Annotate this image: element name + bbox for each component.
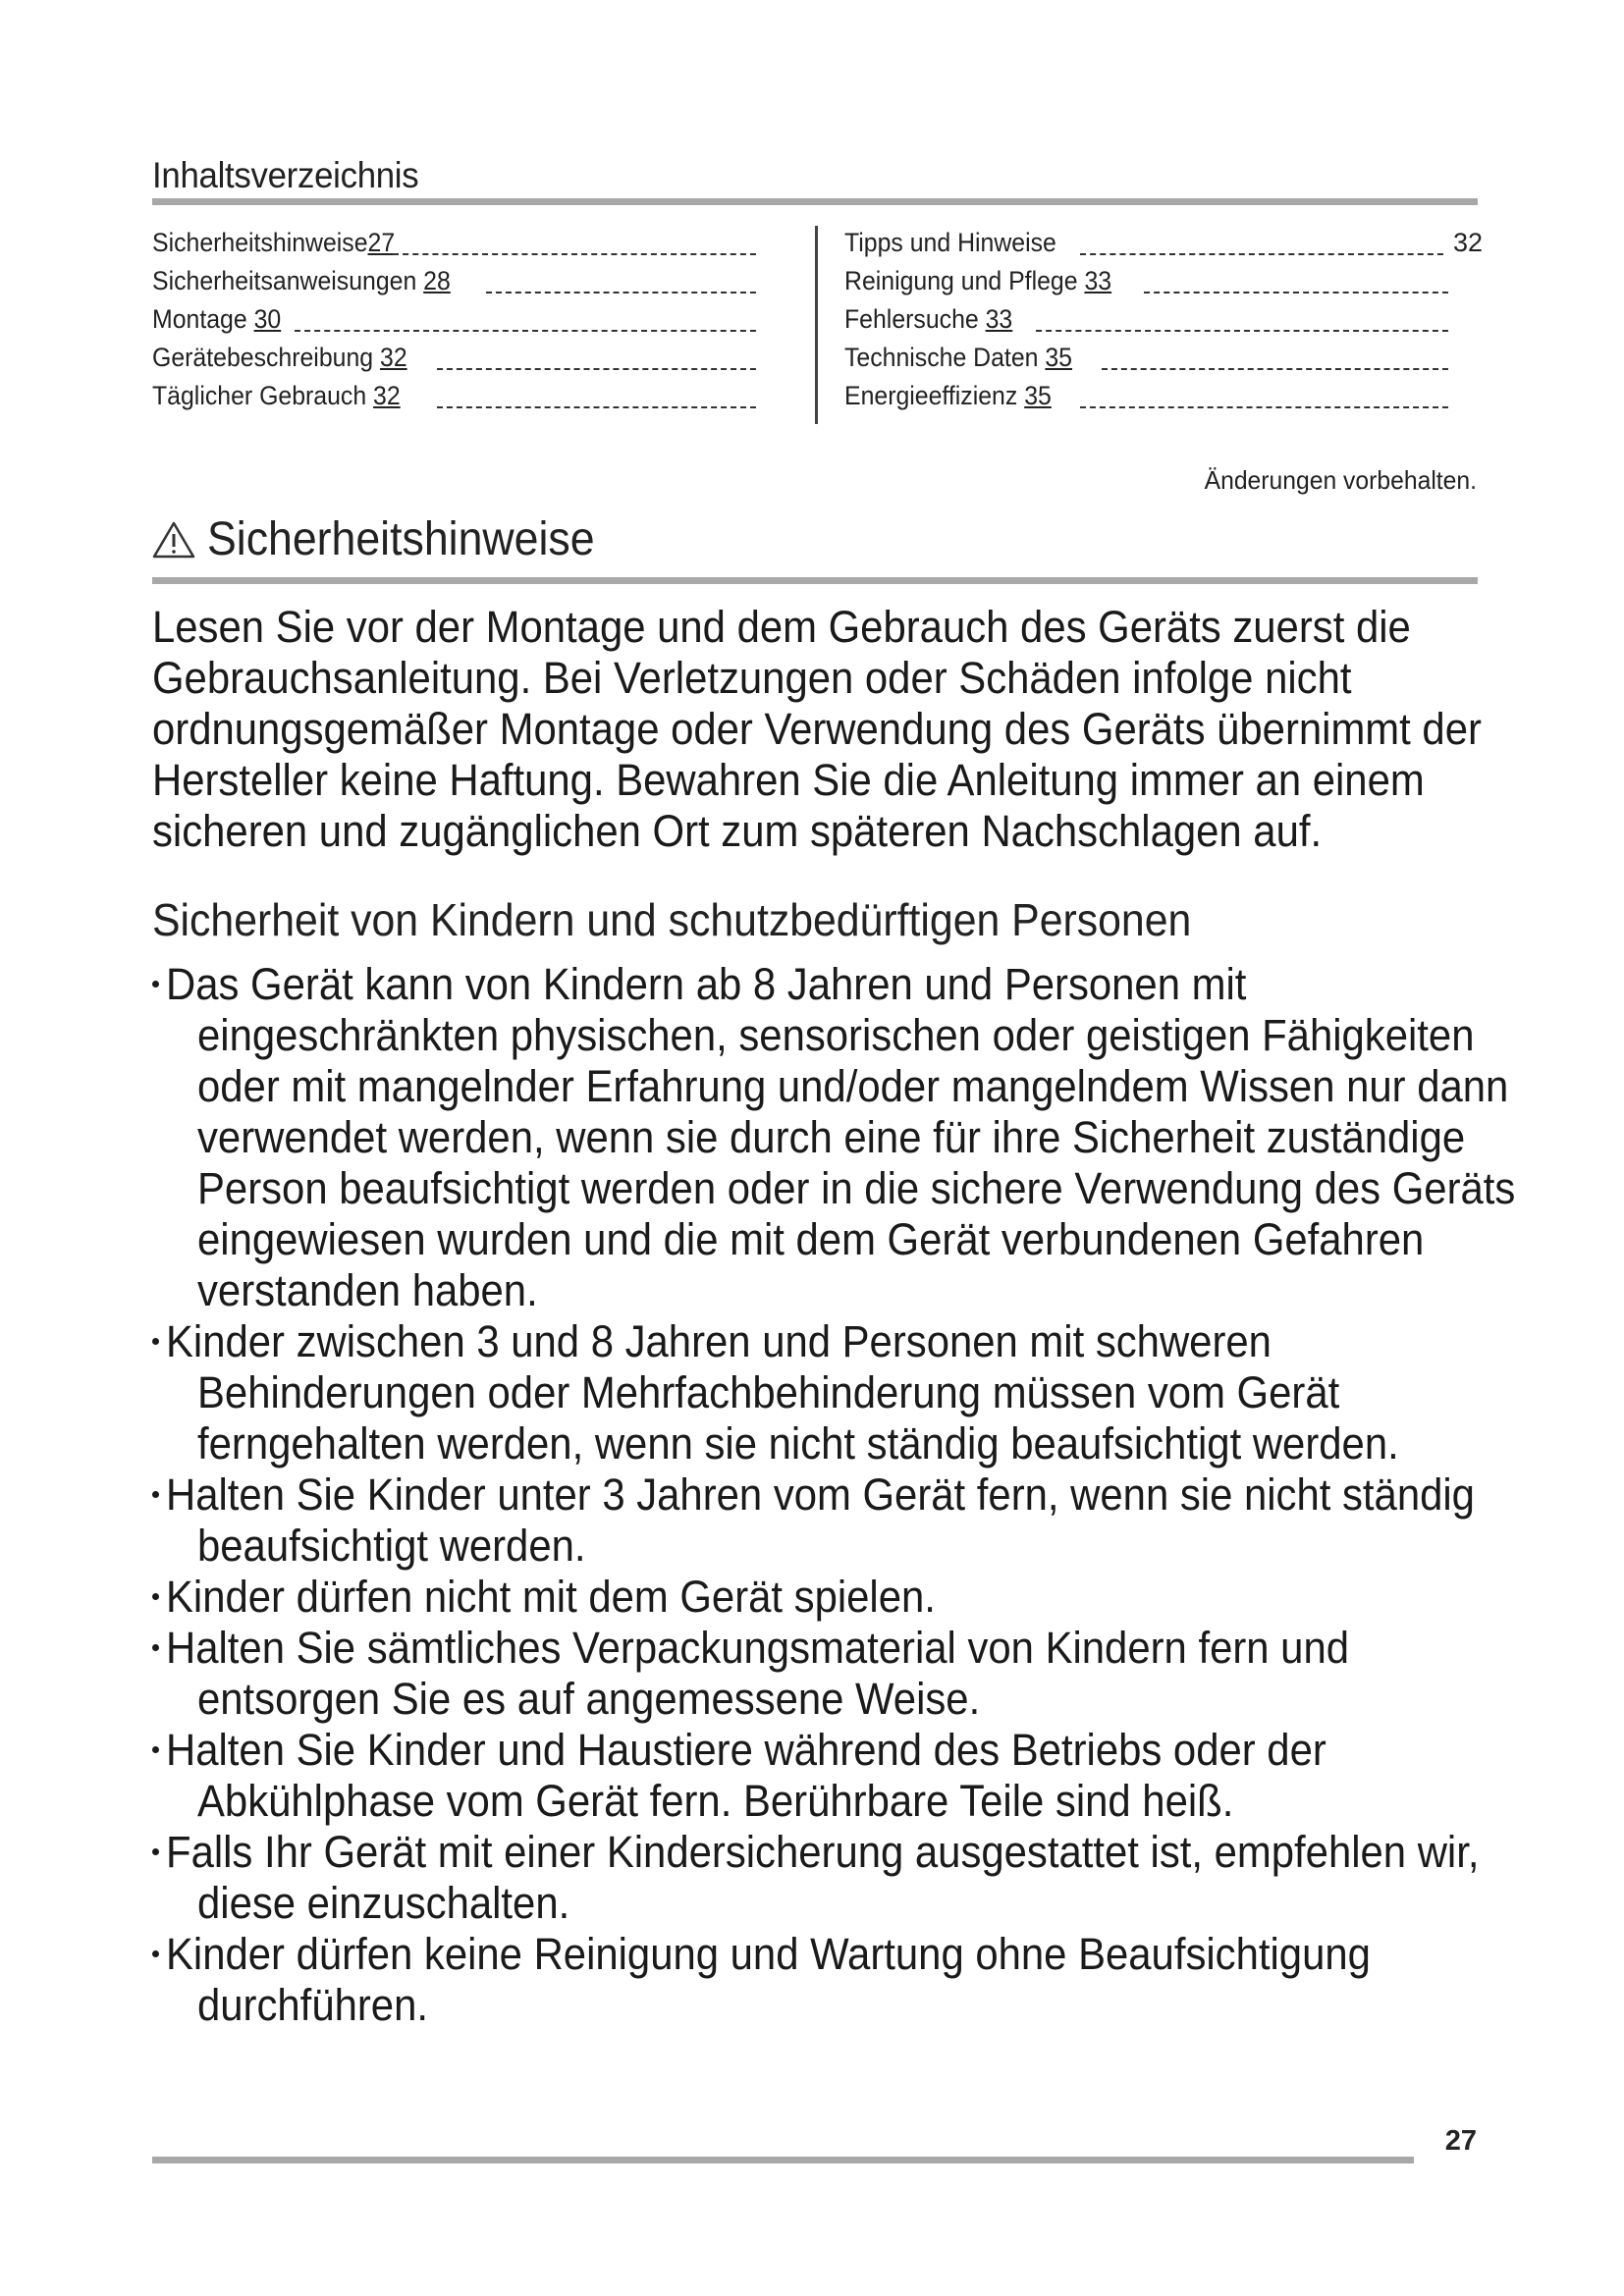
toc-leader	[437, 406, 756, 408]
bullet-line: eingeschränkten physischen, sensorischen oder geistigen Fähigkeiten	[197, 1010, 1475, 1060]
toc-entry-page: 35	[1045, 343, 1073, 372]
bullet-line: Kinder zwischen 3 und 8 Jahren und Personen mit schweren	[166, 1316, 1272, 1366]
toc-entry-page: 33	[985, 304, 1013, 334]
bullet-item	[152, 1572, 1507, 1623]
toc-entry[interactable]	[152, 304, 756, 343]
toc-leader	[295, 330, 756, 332]
toc-leader	[486, 292, 756, 294]
toc-entry[interactable]	[152, 228, 756, 266]
toc-entry[interactable]	[152, 343, 756, 381]
toc-entry[interactable]	[152, 381, 756, 419]
bullet-line: verstanden haben.	[197, 1265, 538, 1315]
bullet-line: Halten Sie Kinder unter 3 Jahren vom Gerät fern, wenn sie nicht ständig	[166, 1469, 1475, 1520]
bullet-item	[152, 1469, 1507, 1572]
intro-paragraph	[152, 602, 1488, 857]
toc-entry[interactable]	[844, 228, 1483, 266]
bullet-dot	[152, 1848, 159, 1855]
toc-entry-label: Reinigung und Pflege	[844, 266, 1085, 295]
bullet-item	[152, 959, 1516, 1316]
toc-entry-page: 32	[379, 343, 407, 372]
bullet-dot	[152, 981, 159, 988]
intro-line: Gebrauchsanleitung. Bei Verletzungen oder Schäden infolge nicht	[152, 653, 1352, 703]
toc-entry-label: Täglicher Gebrauch	[152, 381, 374, 410]
toc-entry[interactable]	[844, 343, 1483, 381]
toc-entry-page: 27	[367, 228, 396, 257]
bullet-line: Kinder dürfen nicht mit dem Gerät spielen.	[166, 1572, 936, 1622]
bullet-line: Person beaufsichtigt werden oder in die sichere Verwendung des Geräts	[197, 1163, 1516, 1213]
bullet-item	[152, 1316, 1507, 1469]
bullet-item	[152, 1929, 1507, 2031]
toc-leader	[1102, 368, 1448, 370]
toc-leader	[1144, 292, 1448, 294]
bullet-line: durchführen.	[197, 1980, 428, 2030]
toc-title: Inhaltsverzeichnis	[152, 155, 419, 195]
bullet-item	[152, 1623, 1507, 1725]
bullet-item	[152, 1827, 1507, 1929]
toc-leader	[393, 253, 756, 255]
bullet-dot	[152, 1746, 159, 1753]
bullet-line: entsorgen Sie es auf angemessene Weise.	[197, 1674, 981, 1724]
toc-right-column	[844, 228, 1483, 419]
toc-entry[interactable]	[844, 266, 1483, 304]
intro-line: sicheren und zugänglichen Ort zum späteren Nachschlagen auf.	[152, 806, 1323, 856]
bullet-line: Kinder dürfen keine Reinigung und Wartung ohne Beaufsichtigung	[166, 1929, 1371, 1979]
toc-entry[interactable]	[152, 266, 756, 304]
warning-icon	[152, 520, 195, 560]
toc-leader	[1036, 330, 1448, 332]
toc-rule	[152, 198, 1478, 205]
toc-entry-page: 32	[1452, 228, 1483, 257]
toc-entry-label: Energieeffizienz	[844, 381, 1025, 410]
toc-leader	[1080, 253, 1443, 255]
footer-rule	[152, 2157, 1414, 2163]
bullet-line: eingewiesen wurden und die mit dem Gerät verbundenen Gefahren	[197, 1214, 1425, 1264]
bullet-dot	[152, 1593, 159, 1600]
bullet-line: ferngehalten werden, wenn sie nicht ständig beaufsichtigt werden.	[197, 1418, 1399, 1468]
toc-entry-page: 35	[1024, 381, 1052, 410]
section-heading-text: Sicherheitshinweise	[207, 513, 595, 565]
toc-entry-label: Sicherheitshinweise	[152, 228, 368, 257]
bullet-line: verwendet werden, wenn sie durch eine für ihre Sicherheit zuständige	[197, 1112, 1466, 1162]
bullet-line: Abkühlphase vom Gerät fern. Berührbare Teile sind heiß.	[197, 1776, 1234, 1826]
bullet-list	[152, 959, 1516, 2031]
bullet-line: oder mit mangelnder Erfahrung und/oder mangelndem Wissen nur dann	[197, 1061, 1509, 1111]
toc-entry[interactable]	[844, 381, 1483, 419]
toc-left-column	[152, 228, 756, 419]
toc-leader	[437, 368, 756, 370]
bullet-line: diese einzuschalten.	[197, 1878, 570, 1928]
toc-entry-label: Gerätebeschreibung	[152, 343, 380, 372]
section-rule	[152, 577, 1478, 584]
toc-entry-label: Technische Daten	[844, 343, 1046, 372]
bullet-line: Behinderungen oder Mehrfachbehinderung müssen vom Gerät	[197, 1367, 1340, 1417]
section-heading	[152, 512, 623, 566]
toc-entry-page: 33	[1084, 266, 1112, 295]
intro-line: ordnungsgemäßer Montage oder Verwendung des Geräts übernimmt der	[152, 704, 1482, 754]
intro-line: Lesen Sie vor der Montage und dem Gebrauch des Geräts zuerst die	[152, 602, 1411, 652]
toc-entry-label: Sicherheitsanweisungen	[152, 266, 424, 295]
bullet-line: Das Gerät kann von Kindern ab 8 Jahren und Personen mit	[166, 959, 1247, 1009]
bullet-item	[152, 1725, 1507, 1827]
toc-entry-label: Fehlersuche	[844, 304, 986, 334]
toc-entry-label: Tipps und Hinweise	[844, 228, 1056, 257]
toc-entry-page: 30	[253, 304, 282, 334]
bullet-line: Falls Ihr Gerät mit einer Kindersicherung ausgestattet ist, empfehlen wir,	[166, 1827, 1480, 1877]
toc-entry[interactable]	[844, 304, 1483, 343]
changes-note: Änderungen vorbehalten.	[1204, 465, 1477, 495]
toc-column-divider	[815, 226, 818, 424]
toc-entry-page: 32	[373, 381, 401, 410]
bullet-dot	[152, 1644, 159, 1651]
subsection-heading: Sicherheit von Kindern und schutzbedürftigen Personen	[152, 894, 1192, 945]
bullet-dot	[152, 1491, 159, 1498]
bullet-dot	[152, 1950, 159, 1957]
intro-line: Hersteller keine Haftung. Bewahren Sie die Anleitung immer an einem	[152, 755, 1425, 805]
bullet-line: Halten Sie sämtliches Verpackungsmaterial von Kindern fern und	[166, 1623, 1350, 1673]
bullet-line: Halten Sie Kinder und Haustiere während des Betriebs oder der	[166, 1725, 1326, 1775]
page-number: 27	[1444, 2125, 1477, 2157]
toc-leader	[1080, 406, 1448, 408]
toc-entry-page: 28	[423, 266, 451, 295]
toc-entry-label: Montage	[152, 304, 254, 334]
bullet-line: beaufsichtigt werden.	[197, 1521, 586, 1571]
bullet-dot	[152, 1338, 159, 1345]
